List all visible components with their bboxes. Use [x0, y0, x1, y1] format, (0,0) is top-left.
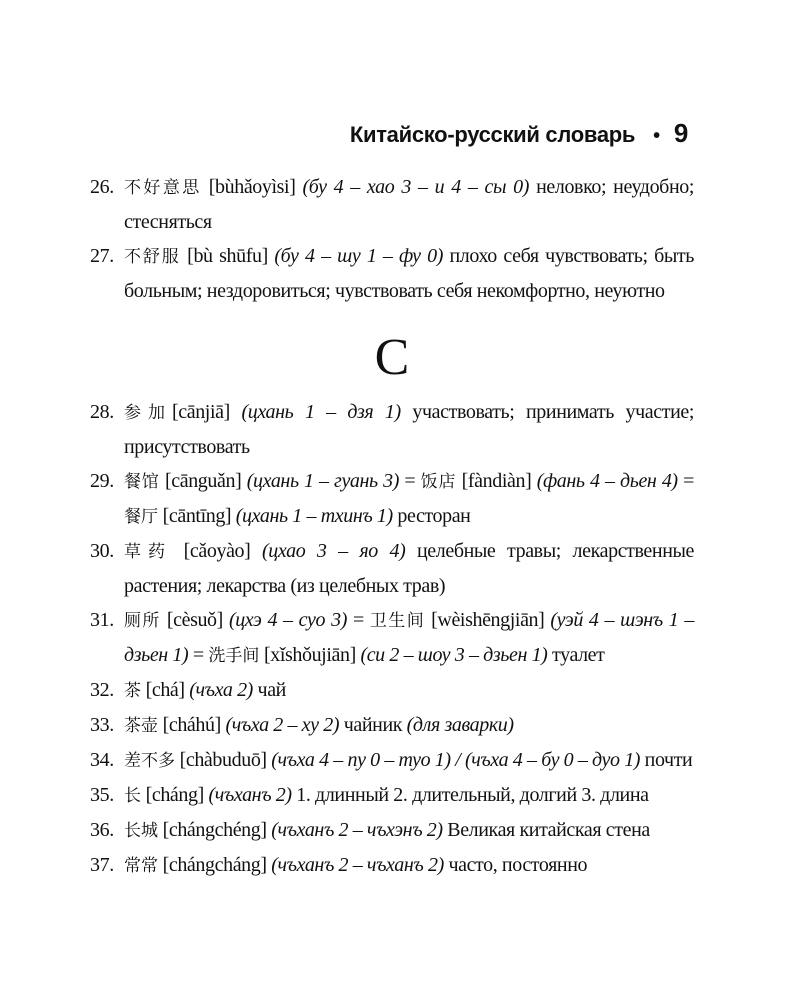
chinese-word: 饭店: [420, 472, 457, 492]
pronunciation-hint: (чъханъ 2 – чъханъ 2): [271, 854, 444, 876]
entry-number: 36.: [90, 819, 114, 841]
entry-text: ресторан: [392, 505, 471, 527]
entry-text: Великая китайская стена: [442, 819, 650, 841]
entry-text: [bù shūfu]: [180, 245, 275, 267]
dictionary-entry: [90, 603, 694, 673]
pronunciation-hint: (цхань 1 – гуань 3): [246, 470, 399, 492]
dictionary-entry: [90, 673, 694, 708]
entry-number: 26.: [90, 176, 114, 198]
book-title: Китайско-русский словарь: [349, 122, 636, 147]
dictionary-entry: [90, 743, 694, 778]
entry-text: [bùhǎoyìsi]: [201, 176, 303, 198]
entry-text: [chá]: [141, 679, 190, 701]
dictionary-entry: [90, 848, 694, 883]
entry-text: [cānjiā]: [171, 401, 242, 423]
chinese-word: 不舒服: [124, 247, 181, 267]
entry-number: 30.: [90, 540, 114, 562]
entry-text: [cháng]: [141, 784, 209, 806]
entry-number: 32.: [90, 679, 114, 701]
entry-text: часто, постоянно: [443, 854, 588, 876]
entry-text: туалет: [547, 644, 605, 666]
entry-number: 37.: [90, 854, 114, 876]
entry-text: =: [188, 644, 209, 666]
chinese-word: 常常: [124, 856, 158, 876]
entry-text: [cǎoyào]: [172, 540, 263, 562]
chinese-word: 茶: [124, 681, 141, 701]
entry-text: чайник: [339, 714, 407, 736]
chinese-word: 参加: [124, 403, 172, 423]
chinese-word: 不好意思: [124, 178, 202, 198]
pronunciation-hint: (чъха 2 – ху 2): [225, 714, 340, 736]
dictionary-entry: [90, 534, 694, 603]
entry-number: 27.: [90, 245, 114, 267]
pronunciation-hint: (бу 4 – хао 3 – и 4 – сы 0): [302, 176, 530, 198]
chinese-word: 厕所: [124, 611, 161, 631]
entry-number: 31.: [90, 609, 114, 631]
entries-list-section-c: [90, 395, 694, 883]
entry-number: 29.: [90, 470, 114, 492]
entry-text: [cānguǎn]: [159, 470, 247, 492]
dictionary-entry: [90, 708, 694, 743]
entry-number: 28.: [90, 401, 114, 423]
entries-list-before: [90, 170, 694, 308]
entry-text: почти: [640, 749, 693, 771]
entry-number: 33.: [90, 714, 114, 736]
entry-text: 1. длинный 2. длительный, долгий 3. длина: [291, 784, 649, 806]
entry-text: чай: [252, 679, 286, 701]
dictionary-entry: [90, 395, 694, 464]
pronunciation-hint: (цхэ 4 – суо 3): [228, 609, 347, 631]
entry-text: [wèishēngjiān]: [425, 609, 551, 631]
entry-text: [fàndiàn]: [456, 470, 537, 492]
pronunciation-hint: (чъха 2): [189, 679, 253, 701]
chinese-word: 餐厅: [124, 507, 158, 527]
entry-text: =: [346, 609, 370, 631]
entry-text: [xǐshǒujiān]: [259, 644, 361, 666]
entry-text: [chángchéng]: [158, 819, 272, 841]
entry-number: 34.: [90, 749, 114, 771]
entry-text: плохо себя чувствовать; быть больным; нездоровиться; чувствовать себя некомфортно, неуютно: [124, 245, 694, 302]
pronunciation-hint: (для заварки): [406, 714, 514, 736]
chinese-word: 差不多: [124, 751, 175, 771]
pronunciation-hint: (уэй 4 – шэнъ 1 – дзьен 1): [124, 609, 695, 666]
chinese-word: 餐馆: [124, 472, 160, 492]
pronunciation-hint: (цхао 3 – яо 4): [262, 540, 406, 562]
entry-text: =: [399, 470, 421, 492]
entry-text: [chàbuduō]: [175, 749, 272, 771]
section-letter: C: [374, 329, 410, 386]
chinese-word: 卫生间: [369, 611, 426, 631]
pronunciation-hint: (си 2 – шоу 3 – дзьен 1): [360, 644, 548, 666]
running-header: [350, 118, 688, 149]
pronunciation-hint: (чъха 4 – пу 0 – туо 1) / (чъха 4 – бу 0 – дуо 1): [271, 749, 641, 771]
entry-text: неловко; неудобно; стесняться: [124, 176, 695, 233]
pronunciation-hint: (чъханъ 2): [208, 784, 292, 806]
pronunciation-hint: (фань 4 – дьен 4): [536, 470, 678, 492]
entry-text: целебные травы; лекарственные растения; лекарства (из целебных трав): [124, 540, 695, 597]
chinese-word: 洗手间: [208, 646, 260, 666]
entry-text: [cèsuǒ]: [160, 609, 229, 631]
entry-text: участвовать; принимать участие; присутствовать: [124, 401, 695, 458]
dictionary-entry: [90, 813, 694, 848]
chinese-word: 草药: [124, 542, 173, 562]
dictionary-entry: [90, 464, 694, 534]
page-number: 9: [673, 118, 688, 148]
chinese-word: 长: [124, 786, 141, 806]
pronunciation-hint: (цхань 1 – дзя 1): [241, 401, 401, 423]
pronunciation-hint: (цхань 1 – тхинъ 1): [235, 505, 393, 527]
entry-text: [cāntīng]: [158, 505, 236, 527]
chinese-word: 茶壶: [124, 716, 158, 736]
chinese-word: 长城: [124, 821, 158, 841]
bullet-separator: •: [653, 125, 660, 147]
dictionary-entry: [90, 170, 694, 239]
dictionary-entry: [90, 239, 694, 308]
entry-text: =: [677, 470, 694, 492]
pronunciation-hint: (бу 4 – шу 1 – фу 0): [274, 245, 443, 267]
entry-text: [cháhú]: [158, 714, 226, 736]
entry-number: 35.: [90, 784, 114, 806]
entry-text: [chángcháng]: [158, 854, 272, 876]
pronunciation-hint: (чъханъ 2 – чъхэнъ 2): [271, 819, 443, 841]
dictionary-entry: [90, 778, 694, 813]
